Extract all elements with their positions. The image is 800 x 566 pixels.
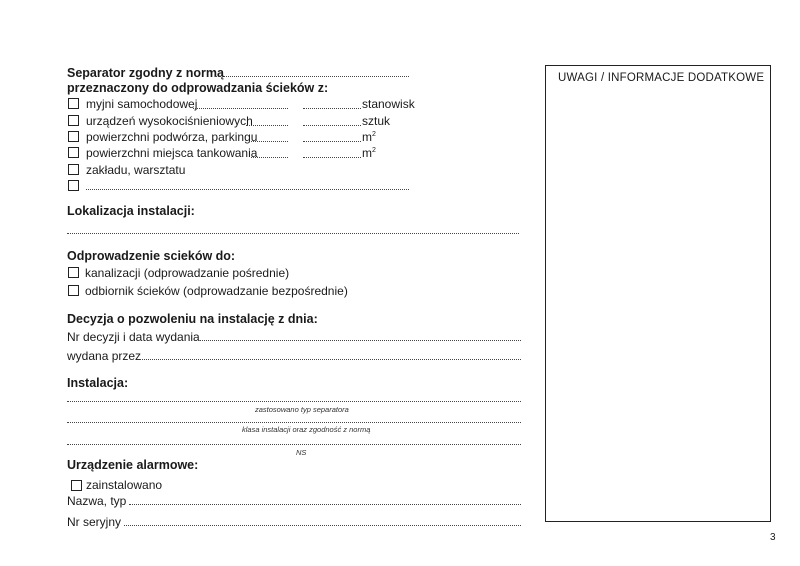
caption-ns: NS <box>296 448 307 457</box>
notes-box[interactable] <box>545 65 771 522</box>
serial-number-label: Nr seryjny <box>67 515 122 529</box>
checkbox-yard-parking[interactable] <box>68 131 79 142</box>
norm-field[interactable] <box>215 76 409 77</box>
other-field[interactable] <box>86 189 409 190</box>
caption-separator-type: zastosowano typ separatora <box>255 405 349 414</box>
ns-field[interactable] <box>67 444 521 445</box>
option-receiver-label: odbiornik ścieków (odprowadzanie bezpośrednie) <box>85 284 348 298</box>
discharge-title: Odprowadzenie scieków do: <box>67 249 236 263</box>
unit-m2-yard: $m^2$ <box>362 130 376 144</box>
location-field[interactable] <box>67 233 519 234</box>
alarm-name-label: Nazwa, typ <box>67 494 127 508</box>
checkbox-high-pressure[interactable] <box>68 115 79 126</box>
issued-by-label: wydana przez <box>67 349 142 363</box>
issued-by-field[interactable] <box>140 359 521 360</box>
checkbox-workshop[interactable] <box>68 164 79 175</box>
decision-title: Decyzja o pozwoleniu na instalację z dnia: <box>67 312 318 326</box>
car-wash-count-field[interactable] <box>303 108 361 109</box>
caption-installation-class: klasa instalacji oraz zgodność z normą <box>242 425 371 434</box>
separator-type-field[interactable] <box>67 401 521 402</box>
checkbox-car-wash[interactable] <box>68 98 79 109</box>
checkbox-sewer[interactable] <box>68 267 79 278</box>
separator-title: Separator zgodny z normą <box>67 66 224 80</box>
high-pressure-field[interactable] <box>246 125 288 126</box>
notes-title: UWAGI / INFORMACJE DODATKOWE <box>558 72 765 84</box>
decision-number-label: Nr decyzji i data wydania <box>67 330 200 344</box>
installed-label: zainstalowano <box>86 478 163 492</box>
checkbox-receiver[interactable] <box>68 285 79 296</box>
yard-parking-field[interactable] <box>249 141 288 142</box>
option-fueling-area-label: powierzchni miejsca tankowania <box>86 146 258 160</box>
serial-number-field[interactable] <box>124 525 521 526</box>
unit-stanowisk: stanowisk <box>362 97 415 111</box>
checkbox-fueling-area[interactable] <box>68 147 79 158</box>
installation-class-field[interactable] <box>67 422 521 423</box>
option-high-pressure-label: urządzeń wysokociśnieniowych <box>86 114 253 128</box>
yard-parking-area-field[interactable] <box>303 141 361 142</box>
page-number: 3 <box>770 532 776 543</box>
alarm-name-field[interactable] <box>129 504 521 505</box>
high-pressure-count-field[interactable] <box>303 125 361 126</box>
installation-title: Instalacja: <box>67 376 129 390</box>
unit-sztuk: sztuk <box>362 114 391 128</box>
decision-number-field[interactable] <box>196 340 521 341</box>
option-workshop-label: zakładu, warsztatu <box>86 163 186 177</box>
checkbox-other[interactable] <box>68 180 79 191</box>
unit-m2-fueling: $m^2$ <box>362 146 376 160</box>
location-title: Lokalizacja instalacji: <box>67 204 195 218</box>
checkbox-installed[interactable] <box>71 480 82 491</box>
option-sewer-label: kanalizacji (odprowadzanie pośrednie) <box>85 266 290 280</box>
option-yard-parking-label: powierzchni podwórza, parkingu <box>86 130 258 144</box>
fueling-area-size-field[interactable] <box>303 157 361 158</box>
option-car-wash-label: myjni samochodowej <box>86 97 198 111</box>
alarm-title: Urządzenie alarmowe: <box>67 458 199 472</box>
separator-subtitle: przeznaczony do odprowadzania ścieków z: <box>67 81 329 95</box>
car-wash-field[interactable] <box>193 108 288 109</box>
fueling-area-field[interactable] <box>251 157 288 158</box>
